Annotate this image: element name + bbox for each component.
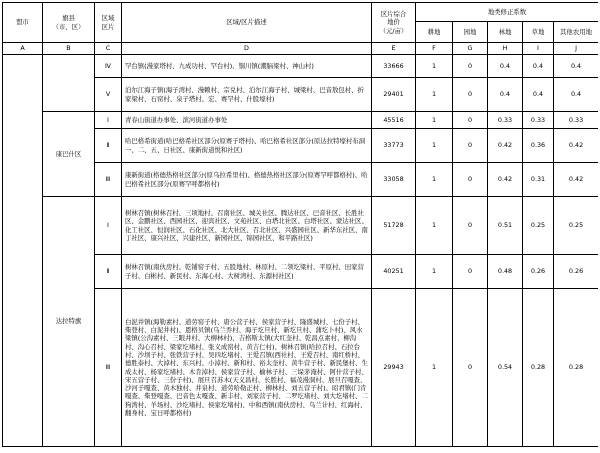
header-coef-other: 其他农用地 (554, 22, 599, 43)
zone-cell: Ⅴ (95, 78, 122, 112)
col-letter: I (523, 43, 554, 55)
header-coef-grassland: 草地 (523, 22, 554, 43)
coef-other: 0.42 (554, 163, 599, 197)
coef-forest: 0.4 (488, 78, 523, 112)
coef-farmland: 1 (416, 55, 453, 78)
coef-grassland: 0.28 (523, 289, 554, 447)
col-letter: H (488, 43, 523, 55)
coef-other: 0.4 (554, 78, 599, 112)
league-cell (3, 55, 43, 447)
land-price-table-container (2, 2, 598, 451)
zone-cell: Ⅲ (95, 163, 122, 197)
zone-cell: Ⅳ (95, 55, 122, 78)
coef-farmland: 1 (416, 255, 453, 289)
column-letter-row (3, 43, 599, 55)
coef-farmland: 1 (416, 289, 453, 447)
col-letter: A (3, 43, 43, 55)
zone-cell: Ⅱ (95, 129, 122, 163)
coef-orchard: 0 (453, 78, 488, 112)
price-cell: 33773 (372, 129, 416, 163)
coef-farmland: 1 (416, 78, 453, 112)
coef-orchard: 0 (453, 255, 488, 289)
price-cell: 40251 (372, 255, 416, 289)
col-letter: G (453, 43, 488, 55)
coef-other: 0.33 (554, 112, 599, 129)
coef-grassland: 0.33 (523, 112, 554, 129)
zone-desc: 罕台镇(漫家塔村、九成功村、罕台村)、铜川镇(潮脑梁村、神山村) (122, 55, 372, 78)
coef-orchard: 0 (453, 112, 488, 129)
zone-desc: 白泥井镇(海勒素村、道劳窑子村、唐公营子村、侯家营子村、隆盛城村、七份子村、柴登村、白泥井村)、恩格贝镇(乌兰乔村、海子圪旦村、新圪旦村、蒲圪卜村)、风水梁镇(公沟素村、三眼井村、大柳林村)、吉格斯太镇(大红奎村、乾昌点素村、柳沟村、沟心召村、梁家圪堵村、张义成窑村、黄吉仁村)、树林召镇(哈拉召村、石拉台村、沙坝子村、张铁营子村、吴四圪堵村、王爱召镇(西社村、王爱召村、南红桥村、德胜泰村、大淖村、东兴村、小淖村、新和村、裕太奎村、黄牛营子村、新民堡村、生成太村、杨家圪堵村、木肯淖村、侯家营子村、榆林子村、三垛茅淹村、阿什营子村、宋五营子村、三份子村)、展旦召苏木(天义昌村、长胜村、福茂漫洞村、展旦召嘎查、沙河子嘎查、黄木独村、井泉村、道劳哈勒正村、柳林村、刘五营子村)、昭君镇(门肯嘎查、柴登嘎查、巴音色太嘎查、新丰村、刘家营子村、二罗圪堵村、刘大圪堵村、二狗湾村、羊场村、沙圪堵村、侯家圪堵村)、中和西镇(南伙房村、乌兰计村、红海村、翻身村、宝日呼都格村) (122, 289, 372, 447)
table-row (3, 197, 599, 255)
zone-desc: 康新街道(格德热格社区部分(原乌拉希里村)、格德热格社区部分(原赛罕呼都格村)、哈巴格希社区部分(原赛罕呼都格村) (122, 163, 372, 197)
coef-other: 0.26 (554, 255, 599, 289)
zone-desc: 树林召镇(南伙房村、乾铺窑子村、五股地村、林原村、二领圪梁村、平原村、田家营子村、白彬村、新民村、东海心村、大树湾村、东源村社区) (122, 255, 372, 289)
coef-grassland: 0.4 (523, 78, 554, 112)
coef-other: 0.42 (554, 129, 599, 163)
zone-cell: Ⅰ (95, 197, 122, 255)
coef-grassland: 0.4 (523, 55, 554, 78)
price-cell: 51728 (372, 197, 416, 255)
zone-cell: Ⅰ (95, 112, 122, 129)
table-row (3, 55, 599, 78)
zone-cell: Ⅱ (95, 255, 122, 289)
coef-grassland: 0.36 (523, 129, 554, 163)
header-league: 盟市 (3, 3, 43, 43)
zone-desc: 哈巴格希街道(哈巴格希社区部分(原赛子塔村)、哈巴格希社区部分(原达拉特壕村布洞一、二、五、日社区、康新街道悦和社区) (122, 129, 372, 163)
coef-forest: 0.48 (488, 255, 523, 289)
coef-orchard: 0 (453, 129, 488, 163)
coef-forest: 0.4 (488, 55, 523, 78)
col-letter: B (43, 43, 95, 55)
header-coef-orchard: 园地 (453, 22, 488, 43)
price-cell: 29401 (372, 78, 416, 112)
coef-farmland: 1 (416, 163, 453, 197)
header-coef-farmland: 耕地 (416, 22, 453, 43)
zone-desc: 青春山街道办事处、滨河街道办事处 (122, 112, 372, 129)
price-cell: 33058 (372, 163, 416, 197)
header-desc: 区域/区片描述 (122, 3, 372, 43)
price-cell: 29943 (372, 289, 416, 447)
zone-desc: 泊尔江海子镇(海子湾村、漫赖村、宗兑村、泊尔江海子村、城梁村、巴音敖包村、折家梁村、石窑村、泉子塔村、宏、赛罕村、什股壕村) (122, 78, 372, 112)
col-letter: C (95, 43, 122, 55)
land-price-table (2, 2, 598, 447)
coef-forest: 0.54 (488, 289, 523, 447)
coef-farmland: 1 (416, 112, 453, 129)
coef-other: 0.28 (554, 289, 599, 447)
coef-forest: 0.33 (488, 112, 523, 129)
col-letter: E (372, 43, 416, 55)
col-letter: D (122, 43, 372, 55)
coef-forest: 0.42 (488, 129, 523, 163)
header-zone: 区域 区片 (95, 3, 122, 43)
county-cell: 达拉特旗 (43, 197, 95, 447)
price-cell: 33666 (372, 55, 416, 78)
header-coef-group: 地类修正系数 (416, 3, 599, 22)
col-letter: F (416, 43, 453, 55)
coef-orchard: 0 (453, 289, 488, 447)
coef-grassland: 0.31 (523, 163, 554, 197)
county-cell (43, 55, 95, 112)
zone-cell: Ⅲ (95, 289, 122, 447)
col-letter: J (554, 43, 599, 55)
coef-other: 0.4 (554, 55, 599, 78)
coef-orchard: 0 (453, 55, 488, 78)
header-price: 区片综合 地价 （元/亩） (372, 3, 416, 43)
coef-other: 0.25 (554, 197, 599, 255)
coef-grassland: 0.26 (523, 255, 554, 289)
coef-farmland: 1 (416, 129, 453, 163)
header-coef-forest: 林地 (488, 22, 523, 43)
header-county: 旗县 （市、区） (43, 3, 95, 43)
coef-farmland: 1 (416, 197, 453, 255)
coef-orchard: 0 (453, 197, 488, 255)
coef-grassland: 0.25 (523, 197, 554, 255)
coef-forest: 0.51 (488, 197, 523, 255)
county-cell: 康巴什区 (43, 112, 95, 197)
coef-orchard: 0 (453, 163, 488, 197)
table-row (3, 112, 599, 129)
price-cell: 45516 (372, 112, 416, 129)
coef-forest: 0.42 (488, 163, 523, 197)
zone-desc: 树林召镇(树林召村、三顷地村、召南社区、城关社区、腾达社区、巴音社区、长胜社区、金鹏社区、西园社区、迎宾社区、文苑社区、白塔北社区、白塔社区、蒙达社区、化工社区、恒润社区、石化社区、北大社区、召北社区、兴盛园社区、新华东社区、南丁社区、康兴社区、兴建社区、新园社区、锦园社区、和平路社区) (122, 197, 372, 255)
